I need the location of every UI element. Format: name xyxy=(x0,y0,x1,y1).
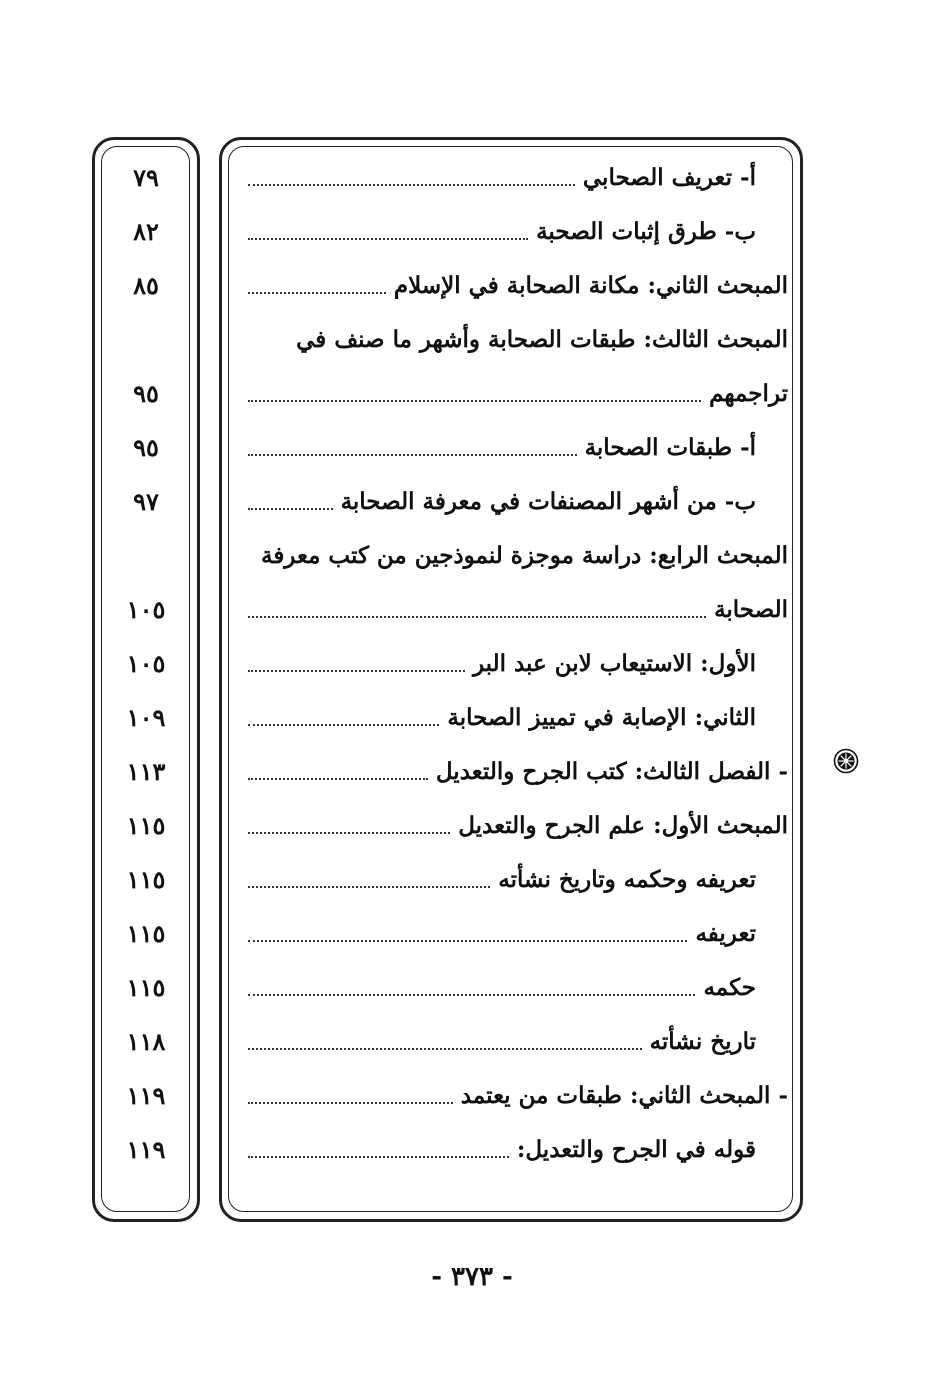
leader-dots xyxy=(248,940,687,942)
page-ref: ١١٥ xyxy=(126,864,166,894)
toc-entry: الصحابة xyxy=(240,582,788,636)
toc-entry: - المبحث الثاني: طبقات من يعتمد xyxy=(240,1068,788,1122)
toc-entry: المبحث الثالث: طبقات الصحابة وأشهر ما صنف في xyxy=(296,325,788,353)
page-ref: ١١٥ xyxy=(126,810,166,840)
leader-dots xyxy=(248,238,528,240)
toc-entry: الأول: الاستيعاب لابن عبد البر xyxy=(240,636,788,690)
page-ref: ١١٨ xyxy=(126,1026,166,1056)
leader-dots xyxy=(248,724,439,726)
page-ref: ٩٥ xyxy=(133,378,159,408)
toc-entry: - الفصل الثالث: كتب الجرح والتعديل xyxy=(240,744,788,798)
toc-entry: الثاني: الإصابة في تمييز الصحابة xyxy=(240,690,788,744)
toc-entry: قوله في الجرح والتعديل: xyxy=(240,1122,788,1176)
page-ref: ١٠٥ xyxy=(126,648,166,678)
page-ref: ٩٥ xyxy=(133,432,159,462)
toc-entry: تراجمهم xyxy=(240,366,788,420)
page-ref xyxy=(104,528,188,582)
toc-entry: أ- طبقات الصحابة xyxy=(240,420,788,474)
toc-entry: أ- تعريف الصحابي xyxy=(240,150,788,204)
page-ref: ١١٥ xyxy=(126,918,166,948)
leader-dots xyxy=(248,184,575,186)
page-number: - ٣٧٣ - xyxy=(431,1262,513,1292)
page-ref: ٨٥ xyxy=(133,270,159,300)
leader-dots xyxy=(248,1102,453,1104)
page-ref: ١١٩ xyxy=(126,1134,166,1164)
page-ref: ١١٩ xyxy=(126,1080,166,1110)
page-ref: ١١٣ xyxy=(126,756,166,786)
toc-entry: ب- طرق إثبات الصحبة xyxy=(240,204,788,258)
page-ref: ١٠٥ xyxy=(126,594,166,624)
toc-entry: المبحث الرابع: دراسة موجزة لنموذجين من كتب معرفة xyxy=(260,541,788,569)
leader-dots xyxy=(248,400,701,402)
leader-dots xyxy=(248,454,577,456)
toc-entry: تاريخ نشأته xyxy=(240,1014,788,1068)
toc-entry: ب- من أشهر المصنفات في معرفة الصحابة xyxy=(240,474,788,528)
page-ref: ٧٩ xyxy=(133,162,159,192)
toc-entry: حكمه xyxy=(240,960,788,1014)
page-ref: ١٠٩ xyxy=(126,702,166,732)
leader-dots xyxy=(248,994,695,996)
toc-entry: تعريفه وحكمه وتاريخ نشأته xyxy=(240,852,788,906)
leader-dots xyxy=(248,832,450,834)
page-ref: ٨٢ xyxy=(133,216,159,246)
leader-dots xyxy=(248,778,428,780)
leader-dots xyxy=(248,1156,509,1158)
toc-entry: المبحث الثاني: مكانة الصحابة في الإسلام xyxy=(240,258,788,312)
leader-dots xyxy=(248,670,465,672)
page-ref: ٩٧ xyxy=(133,486,159,516)
page-ref xyxy=(104,312,188,366)
leader-dots xyxy=(248,508,333,510)
leader-dots xyxy=(248,292,386,294)
leader-dots xyxy=(248,1048,642,1050)
page-ref: ١١٥ xyxy=(126,972,166,1002)
rosette-ornament-icon xyxy=(833,748,859,774)
leader-dots xyxy=(248,616,706,618)
leader-dots xyxy=(248,886,490,888)
toc-entry: المبحث الأول: علم الجرح والتعديل xyxy=(240,798,788,852)
toc-entry: تعريفه xyxy=(240,906,788,960)
